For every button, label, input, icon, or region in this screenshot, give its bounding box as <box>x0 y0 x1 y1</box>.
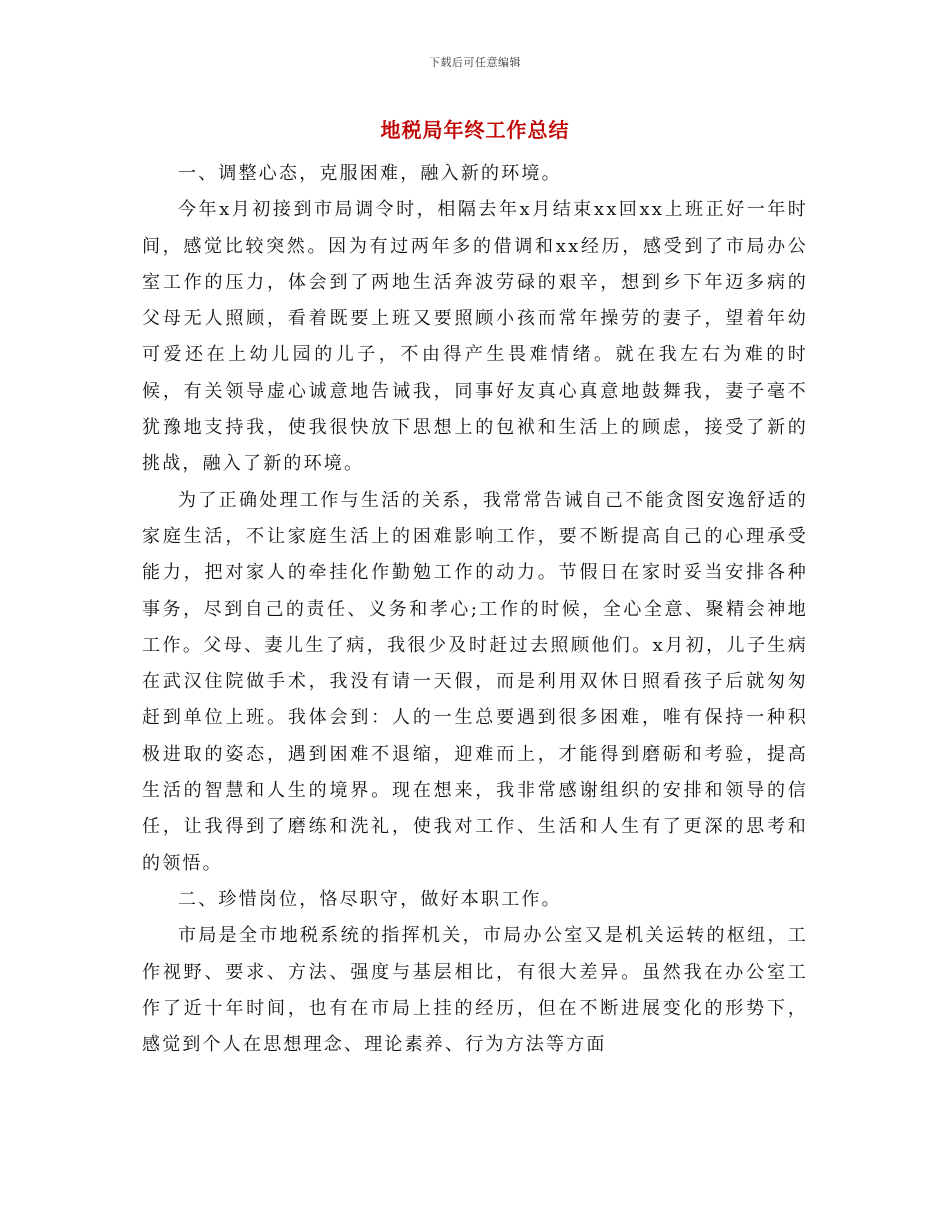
document-title: 地税局年终工作总结 <box>380 118 570 142</box>
body-paragraph: 市局是全市地税系统的指挥机关，市局办公室又是机关运转的枢纽，工作视野、要求、方法、强度与基层相比，有很大差异。虽然我在办公室工作了近十年时间，也有在市局上挂的经历，但在不断进展变化的形势下，感觉到个人在思想理念、理论素养、行为方法等方面 <box>142 925 808 1056</box>
section-heading-2: 二、珍惜岗位，恪尽职守，做好本职工作。 <box>178 888 562 910</box>
body-paragraph: 为了正确处理工作与生活的关系，我常常告诫自己不能贪图安逸舒适的家庭生活，不让家庭生活上的困难影响工作，要不断提高自己的心理承受能力，把对家人的牵挂化作勤勉工作的动力。节假日在家时妥当安排各种事务，尽到自己的责任、义务和孝心;工作的时候，全心全意、聚精会神地工作。父母、妻儿生了病，我很少及时赶过去照顾他们。x月初，儿子生病在武汉住院做手术，我没有请一天假，而是利用双休日照看孩子后就匆匆赶到单位上班。我体会到：人的一生总要遇到很多困难，唯有保持一种积极进取的姿态，遇到困难不退缩，迎难而上，才能得到磨砺和考验，提高生活的智慧和人生的境界。现在想来，我非常感谢组织的安排和领导的信任，让我得到了磨练和洗礼，使我对工作、生活和人生有了更深的思考和的领悟。 <box>142 489 808 874</box>
body-paragraph: 今年x月初接到市局调令时，相隔去年x月结束xx回xx上班正好一年时间，感觉比较突然。因为有过两年多的借调和xx经历，感受到了市局办公室工作的压力，体会到了两地生活奔波劳碌的艰辛，想到乡下年迈多病的父母无人照顾，看着既要上班又要照顾小孩而常年操劳的妻子，望着年幼可爱还在上幼儿园的儿子，不由得产生畏难情绪。就在我左右为难的时候，有关领导虚心诚意地告诫我，同事好友真心真意地鼓舞我，妻子毫不犹豫地支持我，使我很快放下思想上的包袱和生活上的顾虑，接受了新的挑战，融入了新的环境。 <box>142 199 808 475</box>
document-body <box>142 156 808 1063</box>
section-heading-1: 一、调整心态，克服困难，融入新的环境。 <box>178 163 562 184</box>
page-header-note: 下载后可任意编辑 <box>429 56 521 69</box>
